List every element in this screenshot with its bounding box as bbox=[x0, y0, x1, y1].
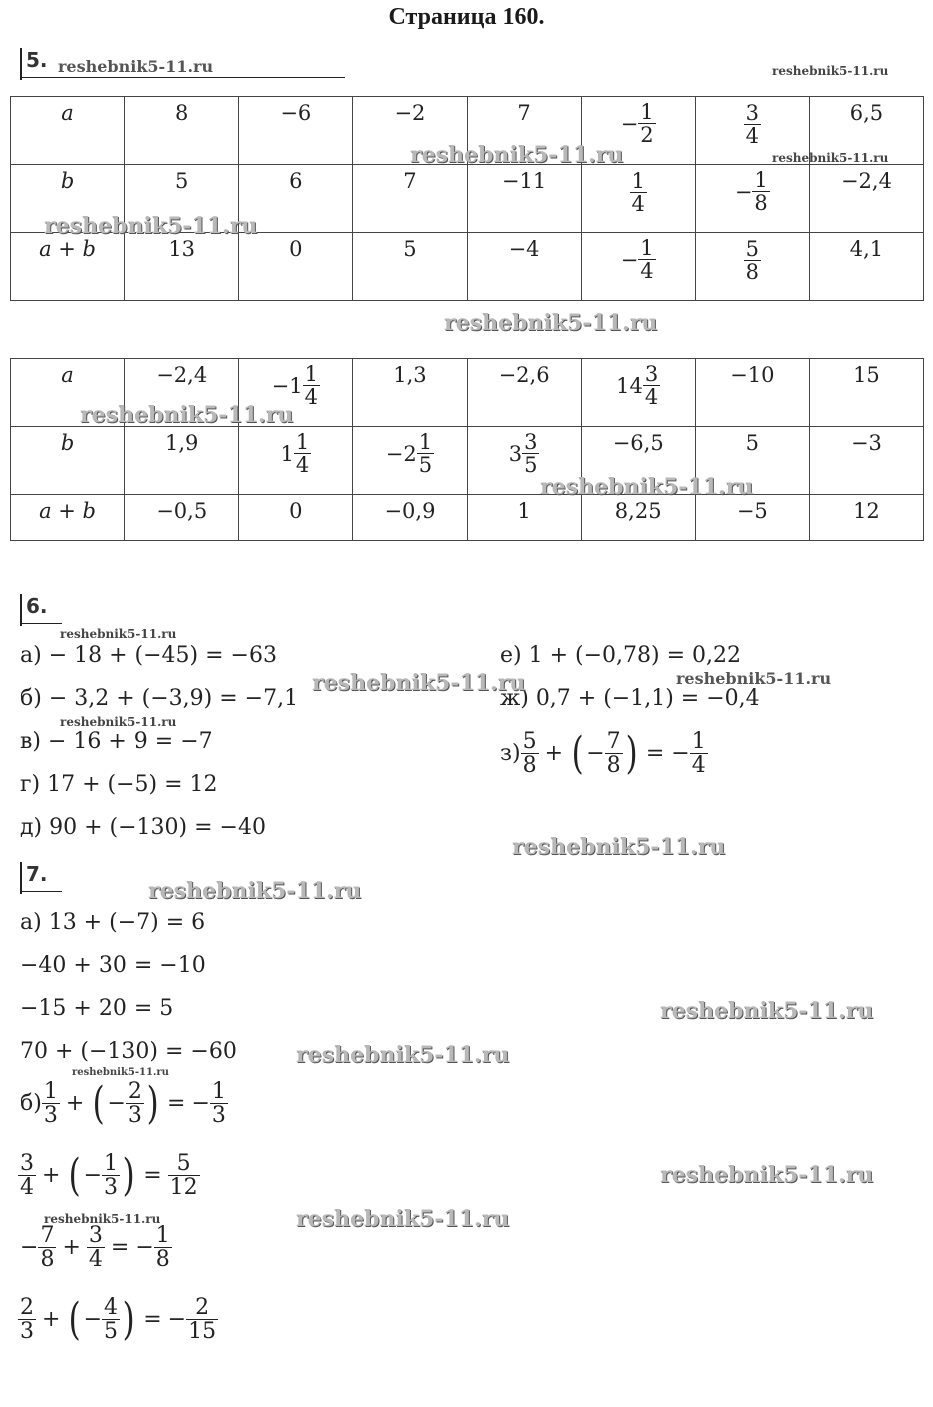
table-cell: 8,25 bbox=[581, 495, 695, 541]
task-7-number: 7. bbox=[26, 862, 48, 886]
watermark: reshebnik5-11.ru bbox=[44, 1212, 161, 1226]
table-cell: −1 $\frac{1}{4}$ bbox=[239, 359, 353, 427]
row-label: a + b bbox=[11, 495, 125, 541]
table-cell: 0 bbox=[239, 495, 353, 541]
watermark: reshebnik5-11.ru bbox=[512, 834, 726, 860]
table-cell: −11 bbox=[467, 165, 581, 233]
table-row bbox=[11, 233, 924, 301]
task-5-number: 5. bbox=[26, 48, 48, 72]
task-5-table-2 bbox=[10, 358, 924, 541]
table-cell: 15 bbox=[809, 359, 923, 427]
watermark: reshebnik5-11.ru bbox=[772, 151, 889, 165]
task-6-g: г) 17 + (−5) = 12 bbox=[20, 772, 218, 797]
table-cell: −2 $\frac{1}{5}$ bbox=[353, 427, 467, 495]
table-row bbox=[11, 359, 924, 427]
watermark: reshebnik5-11.ru bbox=[58, 57, 214, 76]
watermark: reshebnik5-11.ru bbox=[44, 213, 258, 239]
table-cell: −6 bbox=[239, 97, 353, 165]
table-cell: − $\frac{1}{2}$ bbox=[581, 97, 695, 165]
table-cell: 13 bbox=[125, 233, 239, 301]
task-5-table-1 bbox=[10, 96, 924, 301]
task-6-e: е) 1 + (−0,78) = 0,22 bbox=[500, 643, 742, 668]
table-cell: $\frac{1}{4}$ bbox=[581, 165, 695, 233]
task-7-a1: а) 13 + (−7) = 6 bbox=[20, 910, 206, 935]
table-cell: −3 bbox=[809, 427, 923, 495]
task-6-z: з) $\frac{5}{8}$ + ( − $\frac{7}{8}$ ) = − $\frac{1}{4}$ bbox=[500, 727, 706, 779]
table-row bbox=[11, 427, 924, 495]
row-label: b bbox=[11, 165, 125, 233]
table-row bbox=[11, 97, 924, 165]
row-label: a + b bbox=[11, 233, 125, 301]
table-cell: −4 bbox=[467, 233, 581, 301]
table-cell: $\frac{5}{8}$ bbox=[695, 233, 809, 301]
table-cell: − $\frac{1}{8}$ bbox=[695, 165, 809, 233]
table-cell: −10 bbox=[695, 359, 809, 427]
watermark: reshebnik5-11.ru bbox=[444, 310, 658, 336]
table-cell: −2,4 bbox=[125, 359, 239, 427]
table-cell: −2,6 bbox=[467, 359, 581, 427]
table-row bbox=[11, 495, 924, 541]
row-label: a bbox=[11, 359, 125, 427]
watermark: reshebnik5-11.ru bbox=[80, 402, 294, 428]
table-cell: 4,1 bbox=[809, 233, 923, 301]
table-row bbox=[11, 165, 924, 233]
task-6-b: б) − 3,2 + (−3,9) = −7,1 bbox=[20, 686, 299, 711]
table-cell: −0,9 bbox=[353, 495, 467, 541]
table-cell: 1 $\frac{1}{4}$ bbox=[239, 427, 353, 495]
task-6-a: а) − 18 + (−45) = −63 bbox=[20, 643, 277, 668]
watermark: reshebnik5-11.ru bbox=[676, 669, 832, 688]
table-cell: 7 bbox=[353, 165, 467, 233]
task-7-header bbox=[20, 858, 62, 892]
task-7-a2: −40 + 30 = −10 bbox=[20, 953, 206, 978]
table-cell: −0,5 bbox=[125, 495, 239, 541]
watermark: reshebnik5-11.ru bbox=[660, 1162, 874, 1188]
table-cell: 1,3 bbox=[353, 359, 467, 427]
watermark: reshebnik5-11.ru bbox=[410, 142, 624, 168]
table-cell: 0 bbox=[239, 233, 353, 301]
task-7-b3: − $\frac{7}{8}$ + $\frac{3}{4}$ = − $\frac{1}{8}$ bbox=[20, 1223, 170, 1273]
table-cell: 5 bbox=[695, 427, 809, 495]
watermark: reshebnik5-11.ru bbox=[148, 878, 362, 904]
task-7-b2: $\frac{3}{4}$ + ( − $\frac{1}{3}$ ) = $\frac{5}{12}$ bbox=[20, 1149, 198, 1201]
watermark: reshebnik5-11.ru bbox=[540, 474, 754, 500]
table-cell: 3 $\frac{3}{5}$ bbox=[467, 427, 581, 495]
table-cell: 7 bbox=[467, 97, 581, 165]
table-cell: $\frac{3}{4}$ bbox=[695, 97, 809, 165]
task-6-zh: ж) 0,7 + (−1,1) = −0,4 bbox=[500, 686, 760, 711]
watermark: reshebnik5-11.ru bbox=[60, 627, 177, 641]
page-title: Страница 160. bbox=[388, 4, 545, 30]
watermark: reshebnik5-11.ru bbox=[72, 1067, 169, 1078]
watermark: reshebnik5-11.ru bbox=[296, 1042, 510, 1068]
task-5-header bbox=[20, 44, 345, 78]
watermark: reshebnik5-11.ru bbox=[60, 715, 177, 729]
table-cell: 5 bbox=[125, 165, 239, 233]
row-label: a bbox=[11, 97, 125, 165]
table-cell: 1,9 bbox=[125, 427, 239, 495]
table-cell: 6 bbox=[239, 165, 353, 233]
table-cell: 5 bbox=[353, 233, 467, 301]
table-cell: −2,4 bbox=[809, 165, 923, 233]
table-cell: 6,5 bbox=[809, 97, 923, 165]
watermark: reshebnik5-11.ru bbox=[312, 670, 526, 696]
watermark: reshebnik5-11.ru bbox=[772, 64, 889, 78]
task-7-a3: −15 + 20 = 5 bbox=[20, 996, 174, 1021]
task-7-a4: 70 + (−130) = −60 bbox=[20, 1039, 237, 1064]
table-cell: −5 bbox=[695, 495, 809, 541]
watermark: reshebnik5-11.ru bbox=[660, 998, 874, 1024]
task-6-number: 6. bbox=[26, 594, 48, 618]
table-cell: 14 $\frac{3}{4}$ bbox=[581, 359, 695, 427]
task-7-b4: $\frac{2}{3}$ + ( − $\frac{4}{5}$ ) = − $\frac{2}{15}$ bbox=[20, 1293, 217, 1345]
task-6-d: д) 90 + (−130) = −40 bbox=[20, 815, 266, 840]
watermark: reshebnik5-11.ru bbox=[296, 1206, 510, 1232]
table-cell: 12 bbox=[809, 495, 923, 541]
row-label: b bbox=[11, 427, 125, 495]
table-cell: 1 bbox=[467, 495, 581, 541]
table-cell: 8 bbox=[125, 97, 239, 165]
table-cell: −6,5 bbox=[581, 427, 695, 495]
task-6-header bbox=[20, 590, 62, 624]
table-cell: −2 bbox=[353, 97, 467, 165]
task-7-b1: б) $\frac{1}{3}$ + ( − $\frac{2}{3}$ ) = − $\frac{1}{3}$ bbox=[20, 1077, 226, 1129]
table-cell: − $\frac{1}{4}$ bbox=[581, 233, 695, 301]
task-6-v: в) − 16 + 9 = −7 bbox=[20, 729, 213, 754]
